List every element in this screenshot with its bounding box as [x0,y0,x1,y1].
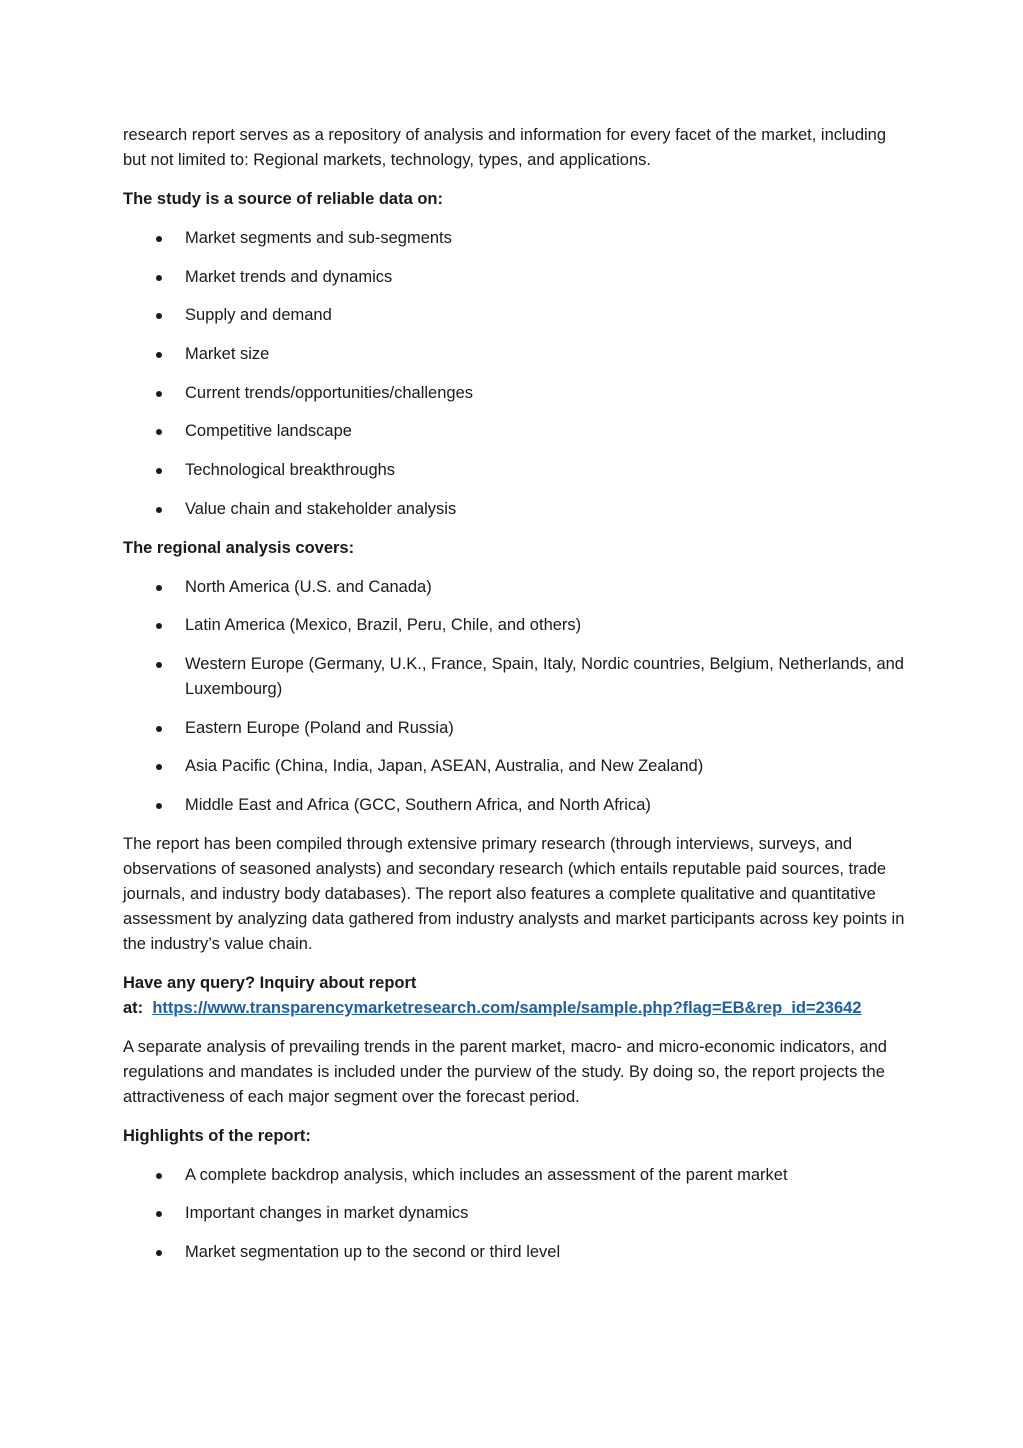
inquiry-link[interactable]: https://www.transparencymarketresearch.com/sample/sample.php?flag=EB&rep_id=23642 [152,998,862,1017]
bullet-icon [156,352,162,358]
bullet-icon [156,507,162,513]
list-item: Competitive landscape [123,419,913,444]
list-item: Value chain and stakeholder analysis [123,497,913,522]
compiled-paragraph: The report has been compiled through extensive primary research (through interviews, surveys, and observations of seasoned analysts) and secondary research (which entails reputable paid sources, trade journals, and industry body databases). The report also features a complete qualitative and quantitative assessment by analyzing data gathered from industry analysts and market participants across key points in the industry’s value chain. [123,834,905,953]
list-item: Current trends/opportunities/challenges [123,381,913,406]
list-item: Market segments and sub-segments [123,226,913,251]
bullet-icon [156,764,162,770]
inquiry-link-line [123,996,913,1021]
list-item: Asia Pacific (China, India, Japan, ASEAN, Australia, and New Zealand) [123,754,913,779]
study-heading: The study is a source of reliable data on: [123,190,443,208]
bullet-icon [156,391,162,397]
inquiry-label: Have any query? Inquiry about report [123,973,417,992]
bullet-icon [156,803,162,809]
bullet-icon [156,726,162,732]
bullet-icon [156,429,162,435]
list-item: Technological breakthroughs [123,458,913,483]
inquiry-block [123,971,913,1021]
list-item: Latin America (Mexico, Brazil, Peru, Chile, and others) [123,613,913,638]
bullet-icon [156,236,162,242]
highlights-heading: Highlights of the report: [123,1126,311,1145]
bullet-icon [156,1173,162,1179]
list-item: North America (U.S. and Canada) [123,575,913,600]
separate-analysis-paragraph: A separate analysis of prevailing trends in the parent market, macro- and micro-economic indicators, and regulations and mandates is included under the purview of the study. By doing so, the report projects the attractiveness of each major segment over the forecast period. [123,1037,887,1106]
intro-paragraph: research report serves as a repository of analysis and information for every facet of the market, including but not limited to: Regional markets, technology, types, and applications. [123,126,887,169]
bullet-icon [156,313,162,319]
list-item: A complete backdrop analysis, which includes an assessment of the parent market [123,1163,913,1188]
bullet-icon [156,623,162,629]
study-list [123,226,913,522]
list-item: Western Europe (Germany, U.K., France, Spain, Italy, Nordic countries, Belgium, Netherlands, and Luxembourg) [123,652,913,702]
bullet-icon [156,585,162,591]
list-item: Market trends and dynamics [123,265,913,290]
highlights-list [123,1163,913,1265]
bullet-icon [156,275,162,281]
list-item: Middle East and Africa (GCC, Southern Africa, and North Africa) [123,793,913,818]
list-item: Eastern Europe (Poland and Russia) [123,716,913,741]
bullet-icon [156,1211,162,1217]
list-item: Important changes in market dynamics [123,1201,913,1226]
regional-heading: The regional analysis covers: [123,538,355,557]
bullet-icon [156,468,162,474]
list-item: Market segmentation up to the second or third level [123,1240,913,1265]
list-item: Market size [123,342,913,367]
list-item: Supply and demand [123,303,913,328]
regional-list [123,575,913,818]
bullet-icon [156,1250,162,1256]
inquiry-prefix: at: [123,998,144,1017]
bullet-icon [156,662,162,668]
